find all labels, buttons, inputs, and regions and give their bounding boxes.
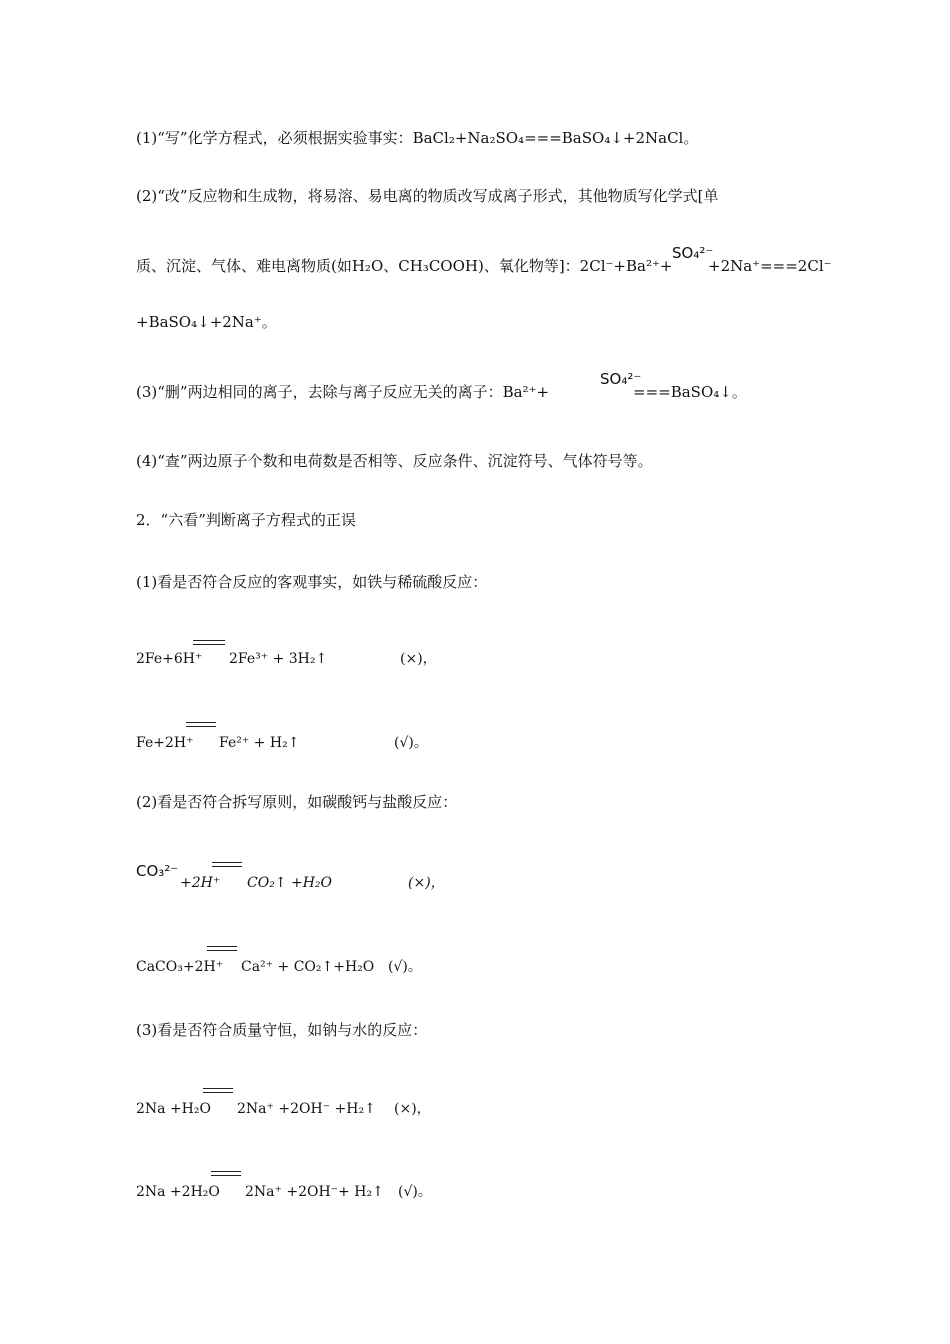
eq1-left: 2Fe+6H⁺ — [136, 651, 203, 667]
step-rewrite-line3: +BaSO₄↓+2Na⁺。 — [136, 313, 277, 331]
eq6-mark: (√)。 — [398, 1184, 432, 1200]
rule-2-text: (2)看是否符合拆写原则，如碳酸钙与盐酸反应： — [136, 793, 458, 811]
eq3-left: +2H⁺ — [180, 875, 221, 891]
rule-1-text: (1)看是否符合反应的客观事实，如铁与稀硫酸反应： — [136, 573, 488, 591]
eq5-mark: (×)， — [394, 1101, 431, 1117]
sulfate-ion-2: SO₄²⁻ — [600, 370, 642, 388]
eq1-right: 2Fe³⁺ + 3H₂↑ — [229, 651, 328, 667]
carbonate-ion: CO₃²⁻ — [136, 862, 179, 880]
step-rewrite-tail: +2Na⁺===2Cl⁻ — [708, 257, 832, 275]
eq4-right: Ca²⁺ + CO₂↑+H₂O — [241, 959, 375, 975]
rule-3-text: (3)看是否符合质量守恒，如钠与水的反应： — [136, 1021, 428, 1039]
section-heading: 2．“六看”判断离子方程式的正误 — [136, 511, 356, 529]
step-rewrite-line1: (2)“改”反应物和生成物，将易溶、易电离的物质改写成离子形式，其他物质写化学式[单 — [136, 187, 719, 205]
eq6-equals-bar — [211, 1171, 241, 1176]
step-delete: (3)“删”两边相同的离子，去除与离子反应无关的离子：Ba²⁺+ — [136, 383, 550, 401]
eq5-left: 2Na +H₂O — [136, 1101, 211, 1117]
eq6-right: 2Na⁺ +2OH⁻+ H₂↑ — [245, 1184, 384, 1200]
step-write: (1)“写”化学方程式，必须根据实验事实：BaCl₂+Na₂SO₄===BaSO₄↓+2NaCl。 — [136, 129, 699, 147]
eq4-equals-bar — [207, 946, 237, 951]
eq3-mark: (×)， — [408, 875, 445, 891]
eq5-right: 2Na⁺ +2OH⁻ +H₂↑ — [237, 1101, 376, 1117]
eq4-mark: (√)。 — [388, 959, 422, 975]
step-delete-tail: ===BaSO₄↓。 — [633, 383, 747, 401]
eq2-equals-bar — [186, 722, 216, 727]
eq5-equals-bar — [203, 1088, 233, 1093]
eq6-left: 2Na +2H₂O — [136, 1184, 220, 1200]
eq1-equals-bar — [193, 640, 225, 645]
eq2-right: Fe²⁺ + H₂↑ — [219, 735, 300, 751]
eq3-right: CO₂↑ +H₂O — [247, 875, 333, 891]
eq4-left: CaCO₃+2H⁺ — [136, 959, 224, 975]
step-check: (4)“查”两边原子个数和电荷数是否相等、反应条件、沉淀符号、气体符号等。 — [136, 452, 653, 470]
eq3-equals-bar — [212, 862, 242, 867]
sulfate-ion-1: SO₄²⁻ — [672, 244, 714, 262]
step-rewrite-text: 质、沉淀、气体、难电离物质(如H₂O、CH₃COOH)、氧化物等]：2Cl⁻+Ba²⁺+ — [136, 257, 673, 275]
eq2-left: Fe+2H⁺ — [136, 735, 194, 751]
step-rewrite-line2 — [136, 256, 672, 276]
eq2-mark: (√)。 — [394, 735, 428, 751]
eq1-mark: (×)， — [400, 651, 437, 667]
